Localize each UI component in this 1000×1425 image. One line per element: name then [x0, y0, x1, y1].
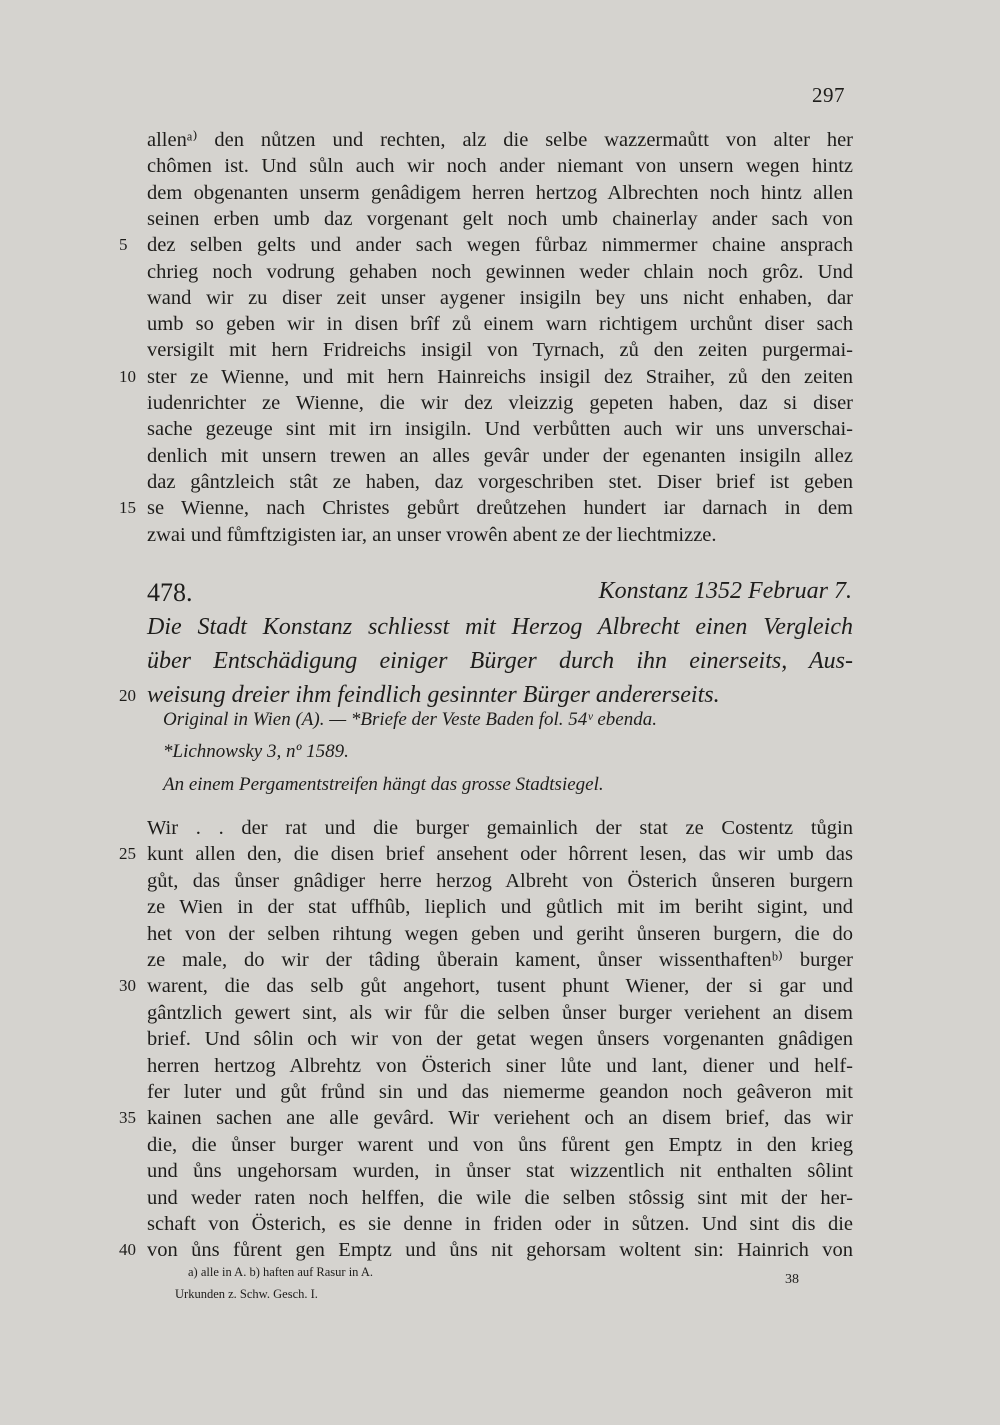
line-number: 15 [119, 498, 136, 517]
text-line: ze Wien in der stat uffhûb, lieplich und gůtlich mit im beriht sigint, und [147, 896, 853, 918]
line-number: 5 [119, 235, 128, 254]
line-number: 25 [119, 844, 136, 863]
entry-number: 478. [147, 578, 193, 607]
text-line: zwai und fůmftzigisten iar, an unser vrowên abent ze der liechtmizze. [147, 524, 717, 546]
text-line: allenᵃ⁾ den nůtzen und rechten, alz die selbe wazzermaůtt von alter her [147, 129, 853, 151]
line-number: 40 [119, 1240, 136, 1259]
source-note: Original in Wien (A). — *Briefe der Veste Baden fol. 54ᵛ ebenda. [163, 709, 657, 730]
text-line: kainen sachen ane alle gevârd. Wir veriehent och an disem brief, das wir [147, 1107, 853, 1129]
text-line: kunt allen den, die disen brief ansehent oder hôrrent lesen, das wir umb das [147, 843, 853, 865]
line-number: 20 [119, 686, 136, 705]
text-line: seinen erben umb daz vorgenant gelt noch umb chainerlay ander sach von [147, 208, 853, 230]
entry-date: Konstanz 1352 Februar 7. [598, 578, 852, 604]
text-line: Die Stadt Konstanz schliesst mit Herzog Albrecht einen Vergleich [147, 614, 853, 640]
text-line: weisung dreier ihm feindlich gesinnter Bürger andererseits. [147, 682, 720, 708]
line-number: 30 [119, 976, 136, 995]
text-line: von ůns fůrent gen Emptz und ůns nit gehorsam woltent sin: Hainrich von [147, 1239, 853, 1261]
series-title: Urkunden z. Schw. Gesch. I. [175, 1287, 318, 1301]
text-line: ze male, do wir der tâding ůberain kament, ůnser wissenthaftenᵇ⁾ burger [147, 949, 853, 971]
text-line: herren hertzog Albrehtz von Österich siner lůte und lant, diener und helf- [147, 1055, 853, 1077]
text-line: brief. Und sôlin och wir von der getat wegen ůnsers vorgenanten gnâdigen [147, 1028, 853, 1050]
text-line: und ůns ungehorsam wurden, in ůnser stat wizzentlich nit enthalten sôlint [147, 1160, 853, 1182]
text-line: dem obgenanten unserm genâdigem herren hertzog Albrechten noch hintz allen [147, 182, 853, 204]
text-line: schaft von Österich, es sie denne in friden oder in sůtzen. Und sint dis die [147, 1213, 853, 1235]
source-note: *Lichnowsky 3, nº 1589. [163, 741, 349, 762]
text-line: het von der selben rihtung wegen geben und geriht ůnseren burgern, die do [147, 923, 853, 945]
text-line: über Entschädigung einiger Bürger durch ihn einerseits, Aus- [147, 648, 853, 674]
text-line: se Wienne, nach Christes gebůrt dreůtzehen hundert iar darnach in dem [147, 497, 853, 519]
text-line: umb so geben wir in disen brîf zů einem warn richtigem urchůnt diser sach [147, 313, 853, 335]
text-line: die, die ůnser burger warent und von ůns fůrent gen Emptz in den krieg [147, 1134, 853, 1156]
seal-note: An einem Pergamentstreifen hängt das grosse Stadtsiegel. [163, 774, 604, 795]
text-line: gântzlich gewert sint, als wir fůr die selben ůnser burger veriehent an disem [147, 1002, 853, 1024]
line-number: 10 [119, 367, 136, 386]
text-line: chrieg noch vodrung gehaben noch gewinnen weder chlain noch grôz. Und [147, 261, 853, 283]
text-line: wand wir zu diser zeit unser aygener insigiln bey uns nicht enhaben, dar [147, 287, 853, 309]
text-line: Wir . . der rat und die burger gemainlich der stat ze Costentz tůgin [147, 817, 853, 839]
line-number: 35 [119, 1108, 136, 1127]
text-line: ster ze Wienne, und mit hern Hainreichs insigil dez Straiher, zů den zeiten [147, 366, 853, 388]
text-line: chômen ist. Und sůln auch wir noch ander niemant von unsern wegen hintz [147, 155, 853, 177]
text-line: gůt, das ůnser gnâdiger herre herzog Albreht von Österich ůnseren burgern [147, 870, 853, 892]
page-number: 297 [812, 83, 845, 107]
text-line: iudenrichter ze Wienne, die wir dez vleizzig gepeten haben, daz si diser [147, 392, 853, 414]
text-line: warent, die das selb gůt angehort, tusent phunt Wiener, der si gar und [147, 975, 853, 997]
text-line: dez selben gelts und ander sach wegen fůrbaz nimmermer chaine ansprach [147, 234, 853, 256]
footnotes: a) alle in A. b) haften auf Rasur in A. [188, 1265, 374, 1279]
text-line: fer luter und gůt frůnd sin und das niemerme geandon noch geâveron mit [147, 1081, 853, 1103]
text-line: sache gezeuge sint mit irn insigiln. Und verbůtten auch wir uns unverschai- [147, 418, 853, 440]
text-line: versigilt mit hern Fridreichs insigil von Tyrnach, zů den zeiten purgermai- [147, 339, 853, 361]
text-line: daz gântzleich stât ze haben, daz vorgeschriben stet. Diser brief ist geben [147, 471, 853, 493]
sheet-signature: 38 [785, 1272, 799, 1287]
text-line: denlich mit unsern trewen an alles gevâr under der egenanten insigiln allez [147, 445, 853, 467]
text-line: und weder raten noch helffen, die wile die selben stôssig sint mit der her- [147, 1187, 853, 1209]
